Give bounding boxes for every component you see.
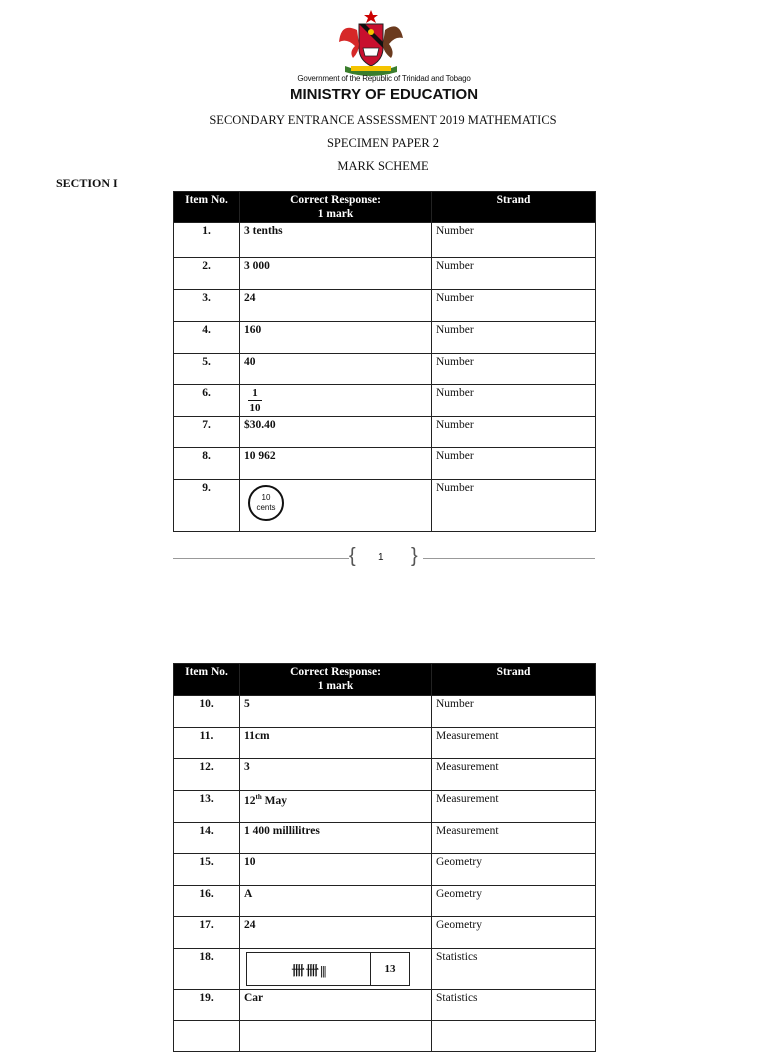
tally-marks: 卌 卌 |||	[291, 962, 326, 978]
table-row	[174, 354, 596, 385]
response-cell	[240, 385, 432, 417]
strand-cell: Geometry	[432, 886, 596, 917]
mark-scheme-table-1	[173, 191, 596, 532]
strand-cell: Number	[432, 417, 596, 448]
item-number-cell: 2.	[174, 258, 240, 290]
table-row	[174, 696, 596, 728]
item-number-cell: 14.	[174, 823, 240, 854]
table-row	[174, 886, 596, 917]
strand-cell: Measurement	[432, 728, 596, 759]
response-cell: 3	[240, 759, 432, 791]
table-row	[174, 990, 596, 1021]
response-cell: 10	[240, 854, 432, 886]
strand-cell: Measurement	[432, 791, 596, 823]
strand-header: Strand	[432, 192, 596, 223]
page-footer	[173, 545, 595, 571]
item-number-cell: 19.	[174, 990, 240, 1021]
item-no-header: Item No.	[174, 192, 240, 223]
item-number-cell: 13.	[174, 791, 240, 823]
item-number-cell: 11.	[174, 728, 240, 759]
table-header-row	[174, 192, 596, 223]
response-cell: 11cm	[240, 728, 432, 759]
item-number-cell: 5.	[174, 354, 240, 385]
response-cell: 3 000	[240, 258, 432, 290]
response-cell	[240, 949, 432, 990]
table-row	[174, 385, 596, 417]
response-cell: $30.40	[240, 417, 432, 448]
response-cell	[240, 1021, 432, 1052]
strand-cell: Number	[432, 385, 596, 417]
strand-cell: Number	[432, 448, 596, 480]
strand-cell: Number	[432, 354, 596, 385]
table-row	[174, 448, 596, 480]
section-heading: SECTION I	[56, 176, 118, 190]
ministry-title: MINISTRY OF EDUCATION	[289, 86, 479, 103]
right-brace-icon: }	[411, 545, 418, 567]
response-cell: A	[240, 886, 432, 917]
tally-table	[246, 952, 410, 986]
mark-scheme-table-2	[173, 663, 596, 1052]
item-no-header: Item No.	[174, 664, 240, 696]
table-row	[174, 728, 596, 759]
item-number-cell: 16.	[174, 886, 240, 917]
table-row	[174, 290, 596, 322]
table-row	[174, 759, 596, 791]
mark-scheme-title: MARK SCHEME	[337, 159, 429, 173]
strand-cell	[432, 1021, 596, 1052]
response-cell: Car	[240, 990, 432, 1021]
item-number-cell: 9.	[174, 480, 240, 532]
left-brace-icon: {	[349, 545, 356, 567]
strand-cell: Geometry	[432, 854, 596, 886]
strand-cell: Number	[432, 480, 596, 532]
item-number-cell: 8.	[174, 448, 240, 480]
item-number-cell: 18.	[174, 949, 240, 990]
response-cell: 160	[240, 322, 432, 354]
strand-cell: Number	[432, 258, 596, 290]
item-number-cell: 3.	[174, 290, 240, 322]
response-cell: 40	[240, 354, 432, 385]
table-row	[174, 791, 596, 823]
response-cell: 1 400 millilitres	[240, 823, 432, 854]
item-number-cell	[174, 1021, 240, 1052]
government-line: Government of the Republic of Trinidad and Tobago	[297, 74, 471, 83]
item-number-cell: 12.	[174, 759, 240, 791]
strand-cell: Number	[432, 696, 596, 728]
fraction: $\frac{1}{10}$	[249, 387, 261, 414]
response-cell: 24	[240, 290, 432, 322]
strand-cell: Number	[432, 290, 596, 322]
item-number-cell: 17.	[174, 917, 240, 949]
coat-of-arms-icon	[333, 8, 409, 78]
table-row	[174, 417, 596, 448]
table-row	[174, 322, 596, 354]
strand-cell: Measurement	[432, 759, 596, 791]
strand-cell: Number	[432, 322, 596, 354]
item-number-cell: 1.	[174, 223, 240, 258]
response-cell: 5	[240, 696, 432, 728]
strand-cell: Geometry	[432, 917, 596, 949]
exam-title: SECONDARY ENTRANCE ASSESSMENT 2019 MATHEMATICS	[209, 113, 557, 127]
page-number: 1	[378, 552, 384, 563]
table-row	[174, 949, 596, 990]
strand-cell: Number	[432, 223, 596, 258]
table-header-row	[174, 664, 596, 696]
response-header: Correct Response: 1 mark	[240, 192, 432, 223]
table-row	[174, 823, 596, 854]
table-row	[174, 854, 596, 886]
response-cell	[240, 480, 432, 532]
response-header: Correct Response: 1 mark	[240, 664, 432, 696]
strand-header: Strand	[432, 664, 596, 696]
coin-icon: 10 cents	[248, 485, 284, 521]
paper-title: SPECIMEN PAPER 2	[326, 136, 440, 150]
item-number-cell: 6.	[174, 385, 240, 417]
table-row	[174, 1021, 596, 1052]
table-row	[174, 480, 596, 532]
strand-cell: Measurement	[432, 823, 596, 854]
item-number-cell: 4.	[174, 322, 240, 354]
table-row	[174, 917, 596, 949]
tally-count: 13	[370, 953, 409, 985]
item-number-cell: 10.	[174, 696, 240, 728]
response-cell: 3 tenths	[240, 223, 432, 258]
response-cell: 10 962	[240, 448, 432, 480]
table-row	[174, 223, 596, 258]
date-answer: 12th May	[240, 791, 432, 823]
item-number-cell: 7.	[174, 417, 240, 448]
table-row	[174, 258, 596, 290]
response-cell: 24	[240, 917, 432, 949]
strand-cell: Statistics	[432, 949, 596, 990]
strand-cell: Statistics	[432, 990, 596, 1021]
item-number-cell: 15.	[174, 854, 240, 886]
